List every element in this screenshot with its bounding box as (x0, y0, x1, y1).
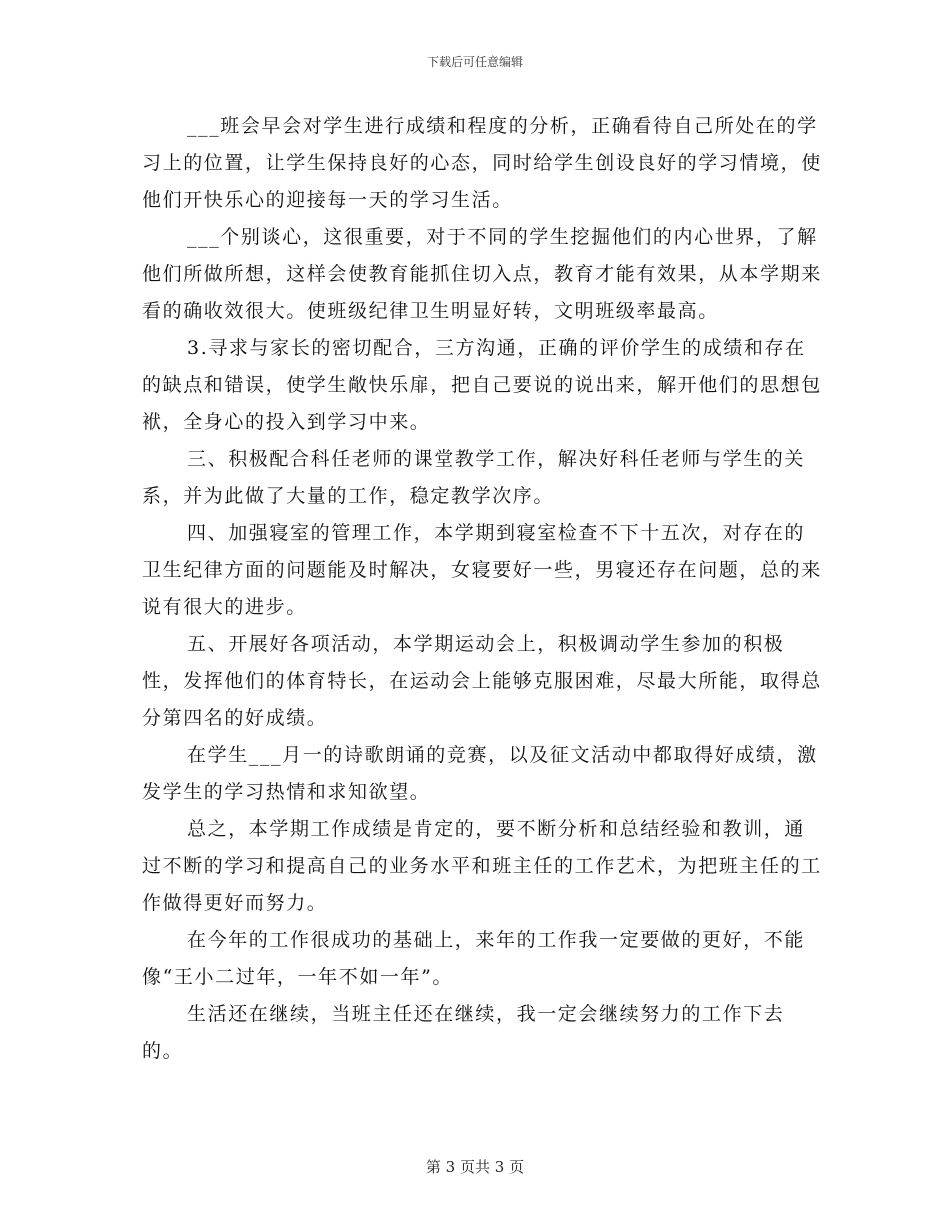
paragraph-class-meeting: ___班会早会对学生进行成绩和程度的分析，正确看待自己所处在的学习上的位置，让学生保持良好的心态，同时给学生创设良好的学习情境，使他们开快乐心的迎接每一天的学习生活。 (142, 115, 822, 211)
paragraph-parent-cooperation: 3.寻求与家长的密切配合，三方沟通，正确的评价学生的成绩和存在的缺点和错误，使学生敞快乐扉，把自己要说的说出来，解开他们的思想包袱，全身心的投入到学习中来。 (142, 337, 822, 433)
paragraph-dormitory-management: 四、加强寝室的管理工作，本学期到寝室检查不下十五次，对存在的卫生纪律方面的问题能及时解决，女寝要好一些，男寝还存在问题，总的来说有很大的进步。 (142, 522, 822, 618)
document-body (142, 108, 822, 1070)
paragraph-individual-talk: ___个别谈心，这很重要，对于不同的学生挖掘他们的内心世界，了解他们所做所想，这样会使教育能抓住切入点，教育才能有效果，从本学期来看的确收效很大。使班级纪律卫生明显好转，文明班级率最高。 (142, 226, 822, 322)
page-header: 下载后可任意编辑 (426, 55, 523, 69)
paragraph-summary: 总之，本学期工作成绩是肯定的，要不断分析和总结经验和教训，通过不断的学习和提高自己的业务水平和班主任的工作艺术，为把班主任的工作做得更好而努力。 (142, 818, 822, 914)
paragraph-closing: 生活还在继续，当班主任还在继续，我一定会继续努力的工作下去的。 (142, 1003, 785, 1062)
paragraph-next-year: 在今年的工作很成功的基础上，来年的工作我一定要做的更好，不能像“王小二过年，一年不如一年”。 (142, 929, 806, 988)
page-footer: 第 3 页共 3 页 (425, 1158, 525, 1176)
paragraph-activities: 五、开展好各项活动，本学期运动会上，积极调动学生参加的积极性，发挥他们的体育特长，在运动会上能够克服困难，尽最大所能，取得总分第四名的好成绩。 (142, 633, 822, 729)
paragraph-teacher-cooperation: 三、积极配合科任老师的课堂教学工作，解决好科任老师与学生的关系，并为此做了大量的工作，稳定教学次序。 (142, 448, 806, 507)
paragraph-poetry-contest: 在学生___月一的诗歌朗诵的竞赛，以及征文活动中都取得好成绩，激发学生的学习热情和求知欲望。 (142, 744, 818, 803)
